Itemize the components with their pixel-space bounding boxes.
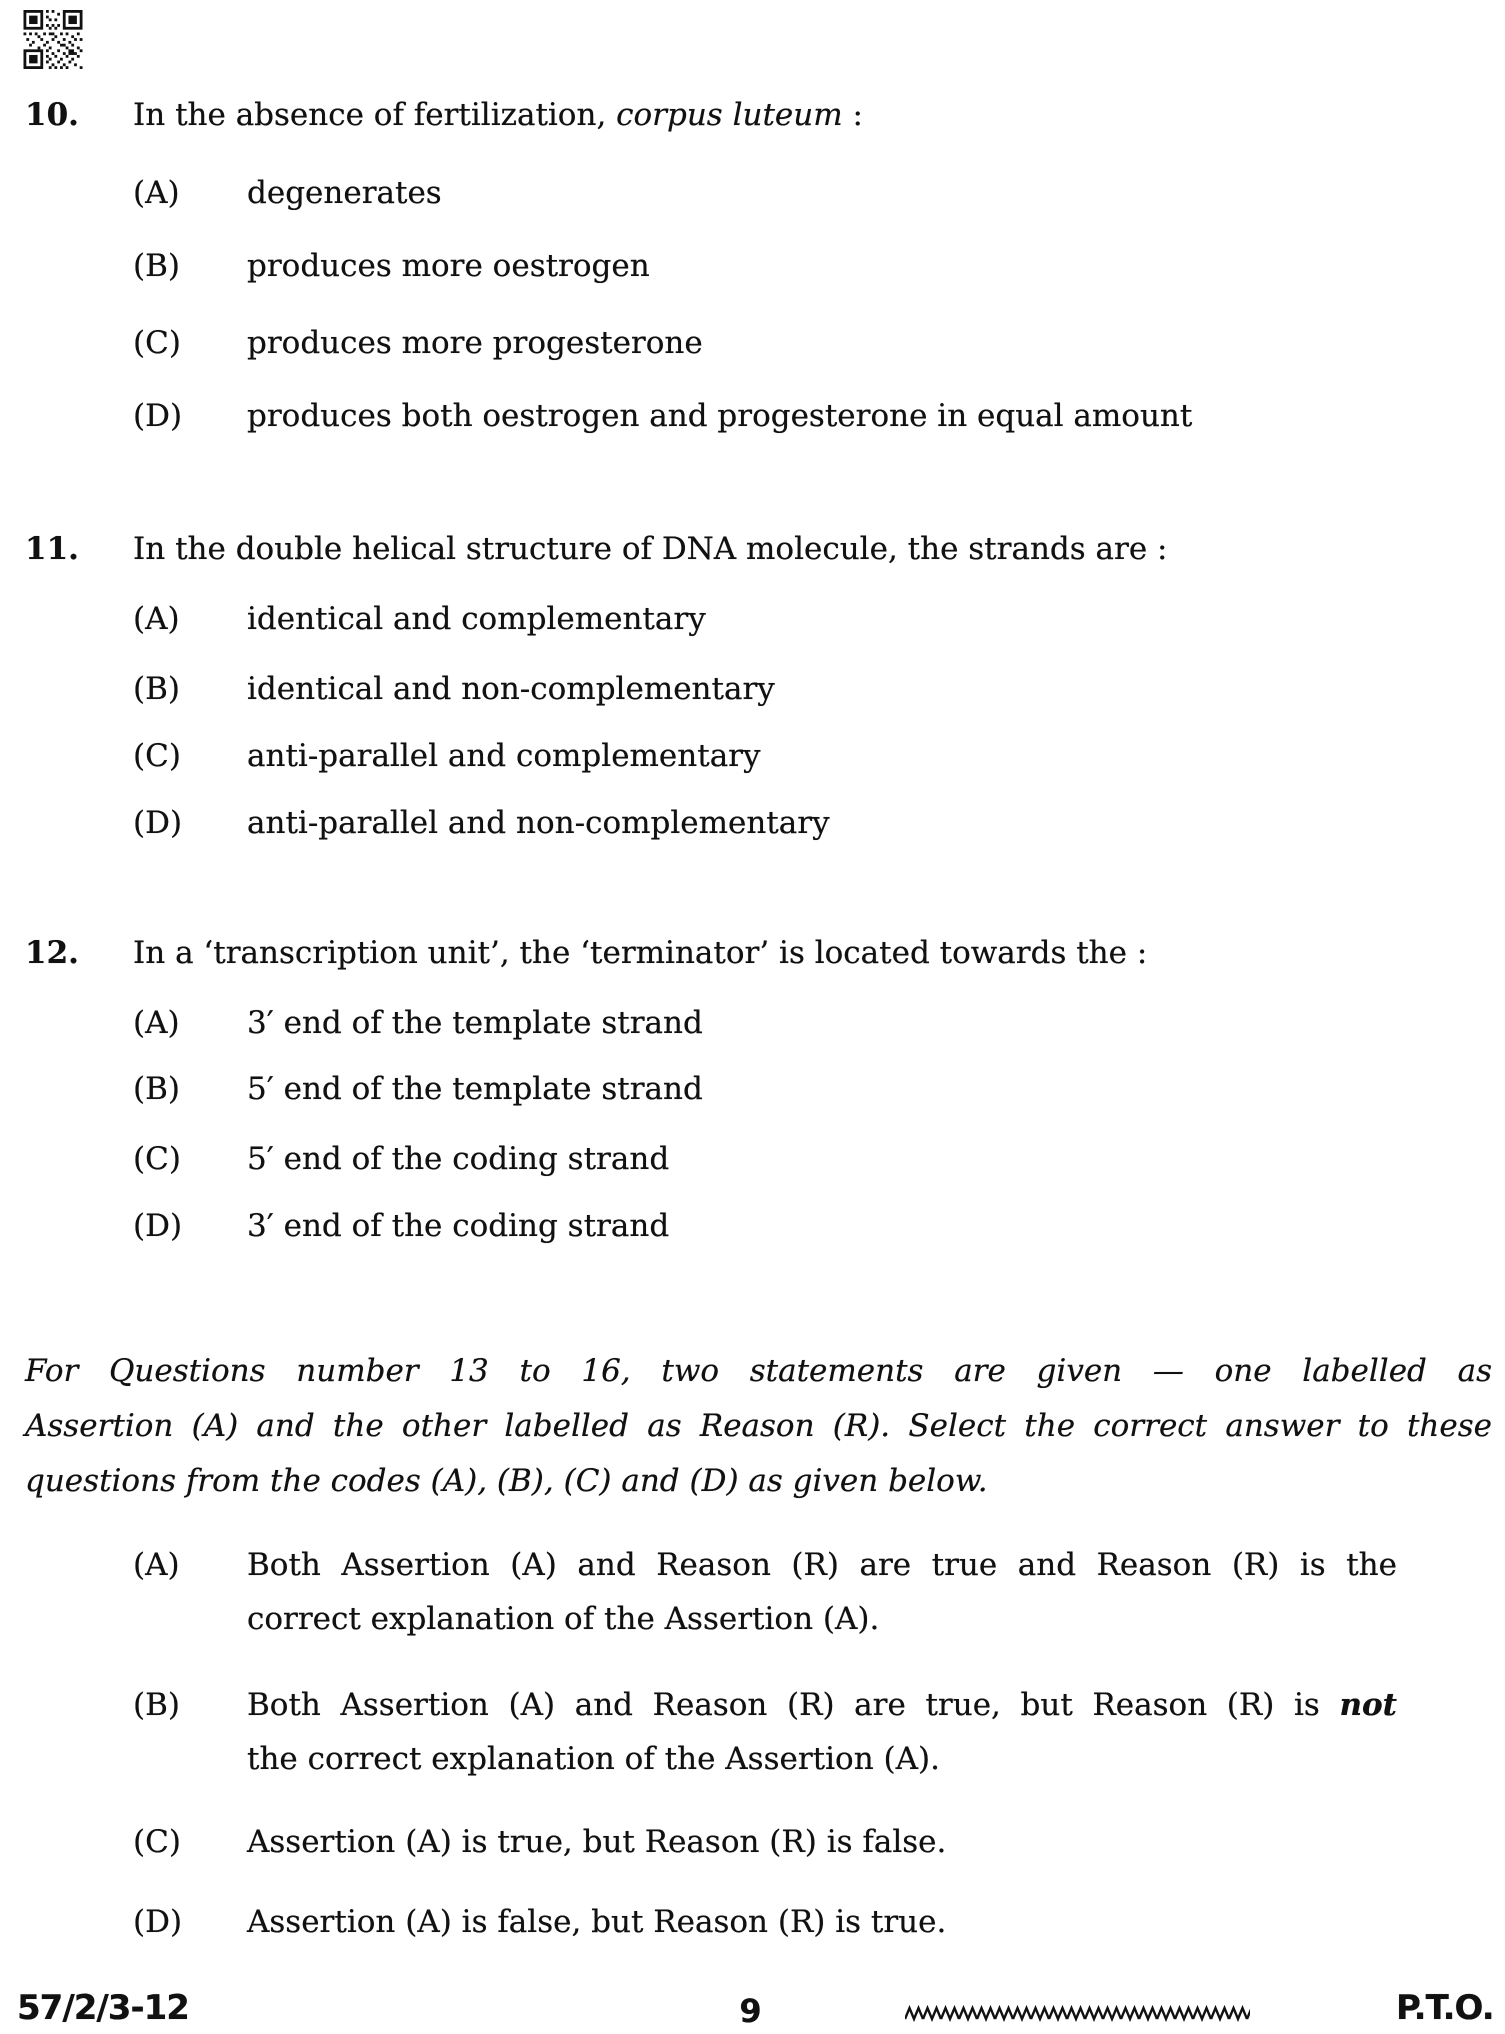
option-text: anti-parallel and non-complementary [247,805,830,841]
option-letter: (D) [133,805,183,841]
option-text: 5′ end of the template strand [247,1071,703,1107]
option-text: degenerates [247,175,442,211]
option-text: Assertion (A) is true, but Reason (R) is false. [247,1824,947,1860]
option-letter: (D) [133,1208,183,1244]
paper-code: 57/2/3-12 [17,1988,189,2028]
option-text: produces more oestrogen [247,248,650,284]
question-10-text: In the absence of fertilization, corpus luteum : [133,97,863,133]
option-letter: (B) [133,248,180,284]
option-letter: (C) [133,1141,181,1177]
option-letter: (C) [133,325,181,361]
squiggle-divider [905,2002,1250,2026]
instruction-line: Assertion (A) and the other labelled as Reason (R). Select the correct answer to these [25,1408,1492,1444]
pto-label: P.T.O. [1396,1988,1494,2028]
option-text: Assertion (A) is false, but Reason (R) is true. [247,1904,947,1940]
qr-code [22,10,84,69]
question-12-text: In a ‘transcription unit’, the ‘terminator’ is located towards the : [133,935,1148,971]
option-letter: (B) [133,1071,180,1107]
option-text: identical and non-complementary [247,671,775,707]
option-text: anti-parallel and complementary [247,738,761,774]
option-text: identical and complementary [247,601,706,637]
question-12-number: 12. [25,935,79,971]
option-text: Both Assertion (A) and Reason (R) are true and Reason (R) is the correct explanation of the Assertion (A). [247,1547,1397,1637]
option-letter: (C) [133,738,181,774]
instruction-line: For Questions number 13 to 16, two statements are given — one labelled as [25,1353,1492,1389]
option-letter: (A) [133,1547,180,1583]
page-number: 9 [739,1992,761,2030]
question-11-text: In the double helical structure of DNA molecule, the strands are : [133,531,1168,567]
instruction-line: questions from the codes (A), (B), (C) and (D) as given below. [25,1463,988,1499]
option-letter: (C) [133,1824,181,1860]
option-letter: (D) [133,398,183,434]
option-text: Both Assertion (A) and Reason (R) are true, but Reason (R) is not the correct explanation of the Assertion (A). [247,1687,1397,1777]
option-letter: (A) [133,601,180,637]
option-letter: (A) [133,1005,180,1041]
assertion-reason-instruction [25,1344,1492,1509]
option-text: produces both oestrogen and progesterone in equal amount [247,398,1193,434]
option-letter: (D) [133,1904,183,1940]
option-letter: (A) [133,175,180,211]
option-letter: (B) [133,671,180,707]
question-11-number: 11. [25,531,79,567]
option-letter: (B) [133,1687,180,1723]
option-text: produces more progesterone [247,325,703,361]
option-text: 5′ end of the coding strand [247,1141,670,1177]
question-10-number: 10. [25,97,79,133]
option-text: 3′ end of the coding strand [247,1208,670,1244]
option-text: 3′ end of the template strand [247,1005,703,1041]
